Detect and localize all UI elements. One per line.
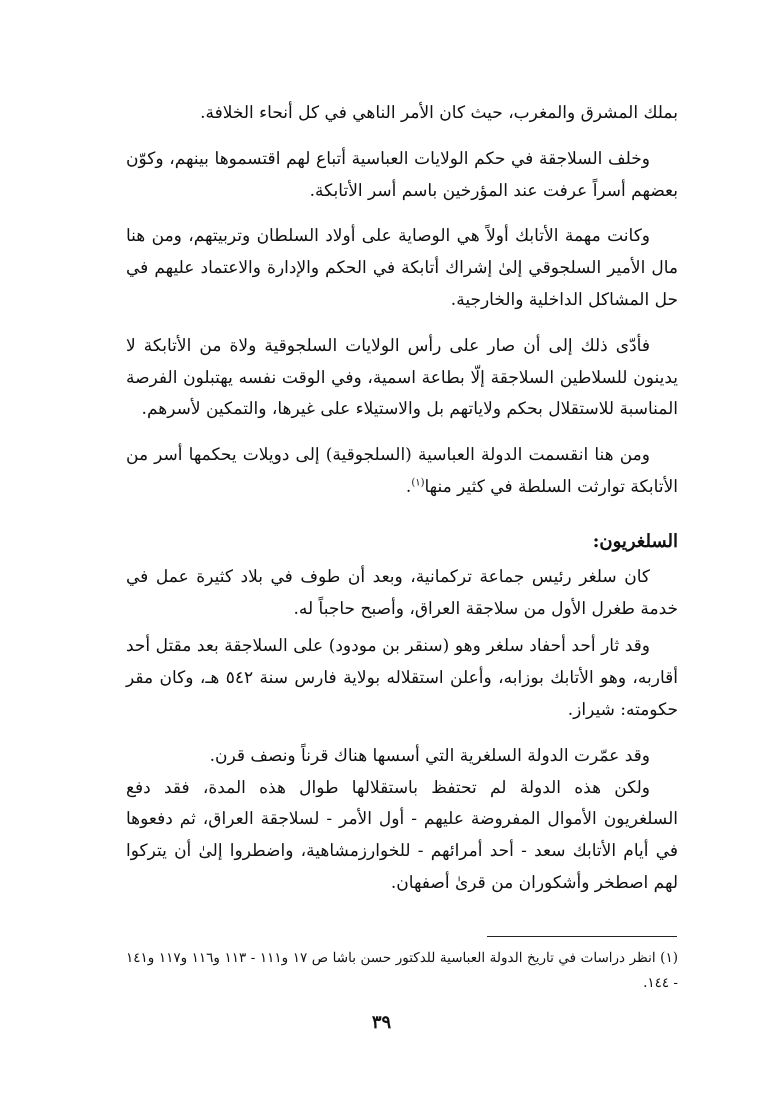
main-text — [126, 98, 678, 900]
paragraph-2: وخلف السلاجقة في حكم الولايات العباسية أتباع لهم اقتسموها بينهم، وكوّن بعضهم أسراً عرفت عند المؤرخين باسم أسر الأتابكة. — [126, 148, 678, 201]
paragraph-7: وقد ثار أحد أحفاد سلغر وهو (سنقر بن مودود) على السلاجقة بعد مقتل أحد أقاربه، وهو الأتابك بوزابه، وأعلن استقلاله بولاية فارس سنة ٥٤٢ هـ، وكان مقر حكومته: شيراز. — [126, 636, 679, 720]
paragraph-8: وقد عمّرت الدولة السلغرية التي أسسها هناك قرناً ونصف قرن. — [209, 745, 650, 766]
footnote: (١) انظر دراسات في تاريخ الدولة العباسية للدكتور حسن باشا ص ١٧ و١١١ - ١١٣ و١١٦ و١١٧ و١٤١ - ١٤٤. — [126, 950, 678, 991]
paragraph-1: بملك المشرق والمغرب، حيث كان الأمر الناهي في كل أنحاء الخلافة. — [200, 103, 678, 123]
paragraph-4: فأدّى ذلك إلى أن صار على رأس الولايات السلجوقية ولاة من الأتابكة لا يدينون للسلاطين السلاجقة إلّا بطاعة اسمية، وفي الوقت نفسه يهتبلون الفرصة المناسبة للاستقلال بحكم ولاياتهم بل والاستيلاء على غيرها، والتمكين لأسرهم. — [126, 335, 678, 420]
paragraph-5 — [126, 440, 678, 504]
paragraph-3: وكانت مهمة الأتابك أولاً هي الوصاية على أولاد السلطان وتربيتهم، ومن هنا مال الأمير السلجوقي إلىٰ إشراك أتابكة في الحكم والإدارة والاعتماد عليهم في حل المشاكل الداخلية والخارجية. — [126, 226, 678, 310]
section-heading: السلغريون: — [592, 530, 678, 552]
paragraph-5-end: . — [405, 476, 412, 497]
paragraph-9: ولكن هذه الدولة لم تحتفظ باستقلالها طوال هذه المدة، فقد دفع السلغريون الأموال المفروضة عليهم - أول الأمر - لسلاجقة العراق، ثم دفعوها في أيام الأتابك سعد - أحد أمرائهم - للخوارزمشاهية، واضطروا إلىٰ أن يتركوا لهم اصطخر وأشكوران من قرىٰ أصفهان. — [126, 777, 678, 893]
paragraph-5-text: ومن هنا انقسمت الدولة العباسية (السلجوقية) إلى دويلات يحكمها أسر من الأتابكة توارثت السلطة في كثير منها — [126, 445, 678, 497]
footnote-marker[interactable]: (١) — [411, 477, 425, 489]
paragraph-6: كان سلغر رئيس جماعة تركمانية، وبعد أن طوف في بلاد كثيرة عمل في خدمة طغرل الأول من سلاجقة العراق، وأصبح حاجباً له. — [126, 566, 678, 619]
footnote-separator — [487, 936, 677, 937]
page-number: ٣٩ — [371, 1012, 392, 1033]
